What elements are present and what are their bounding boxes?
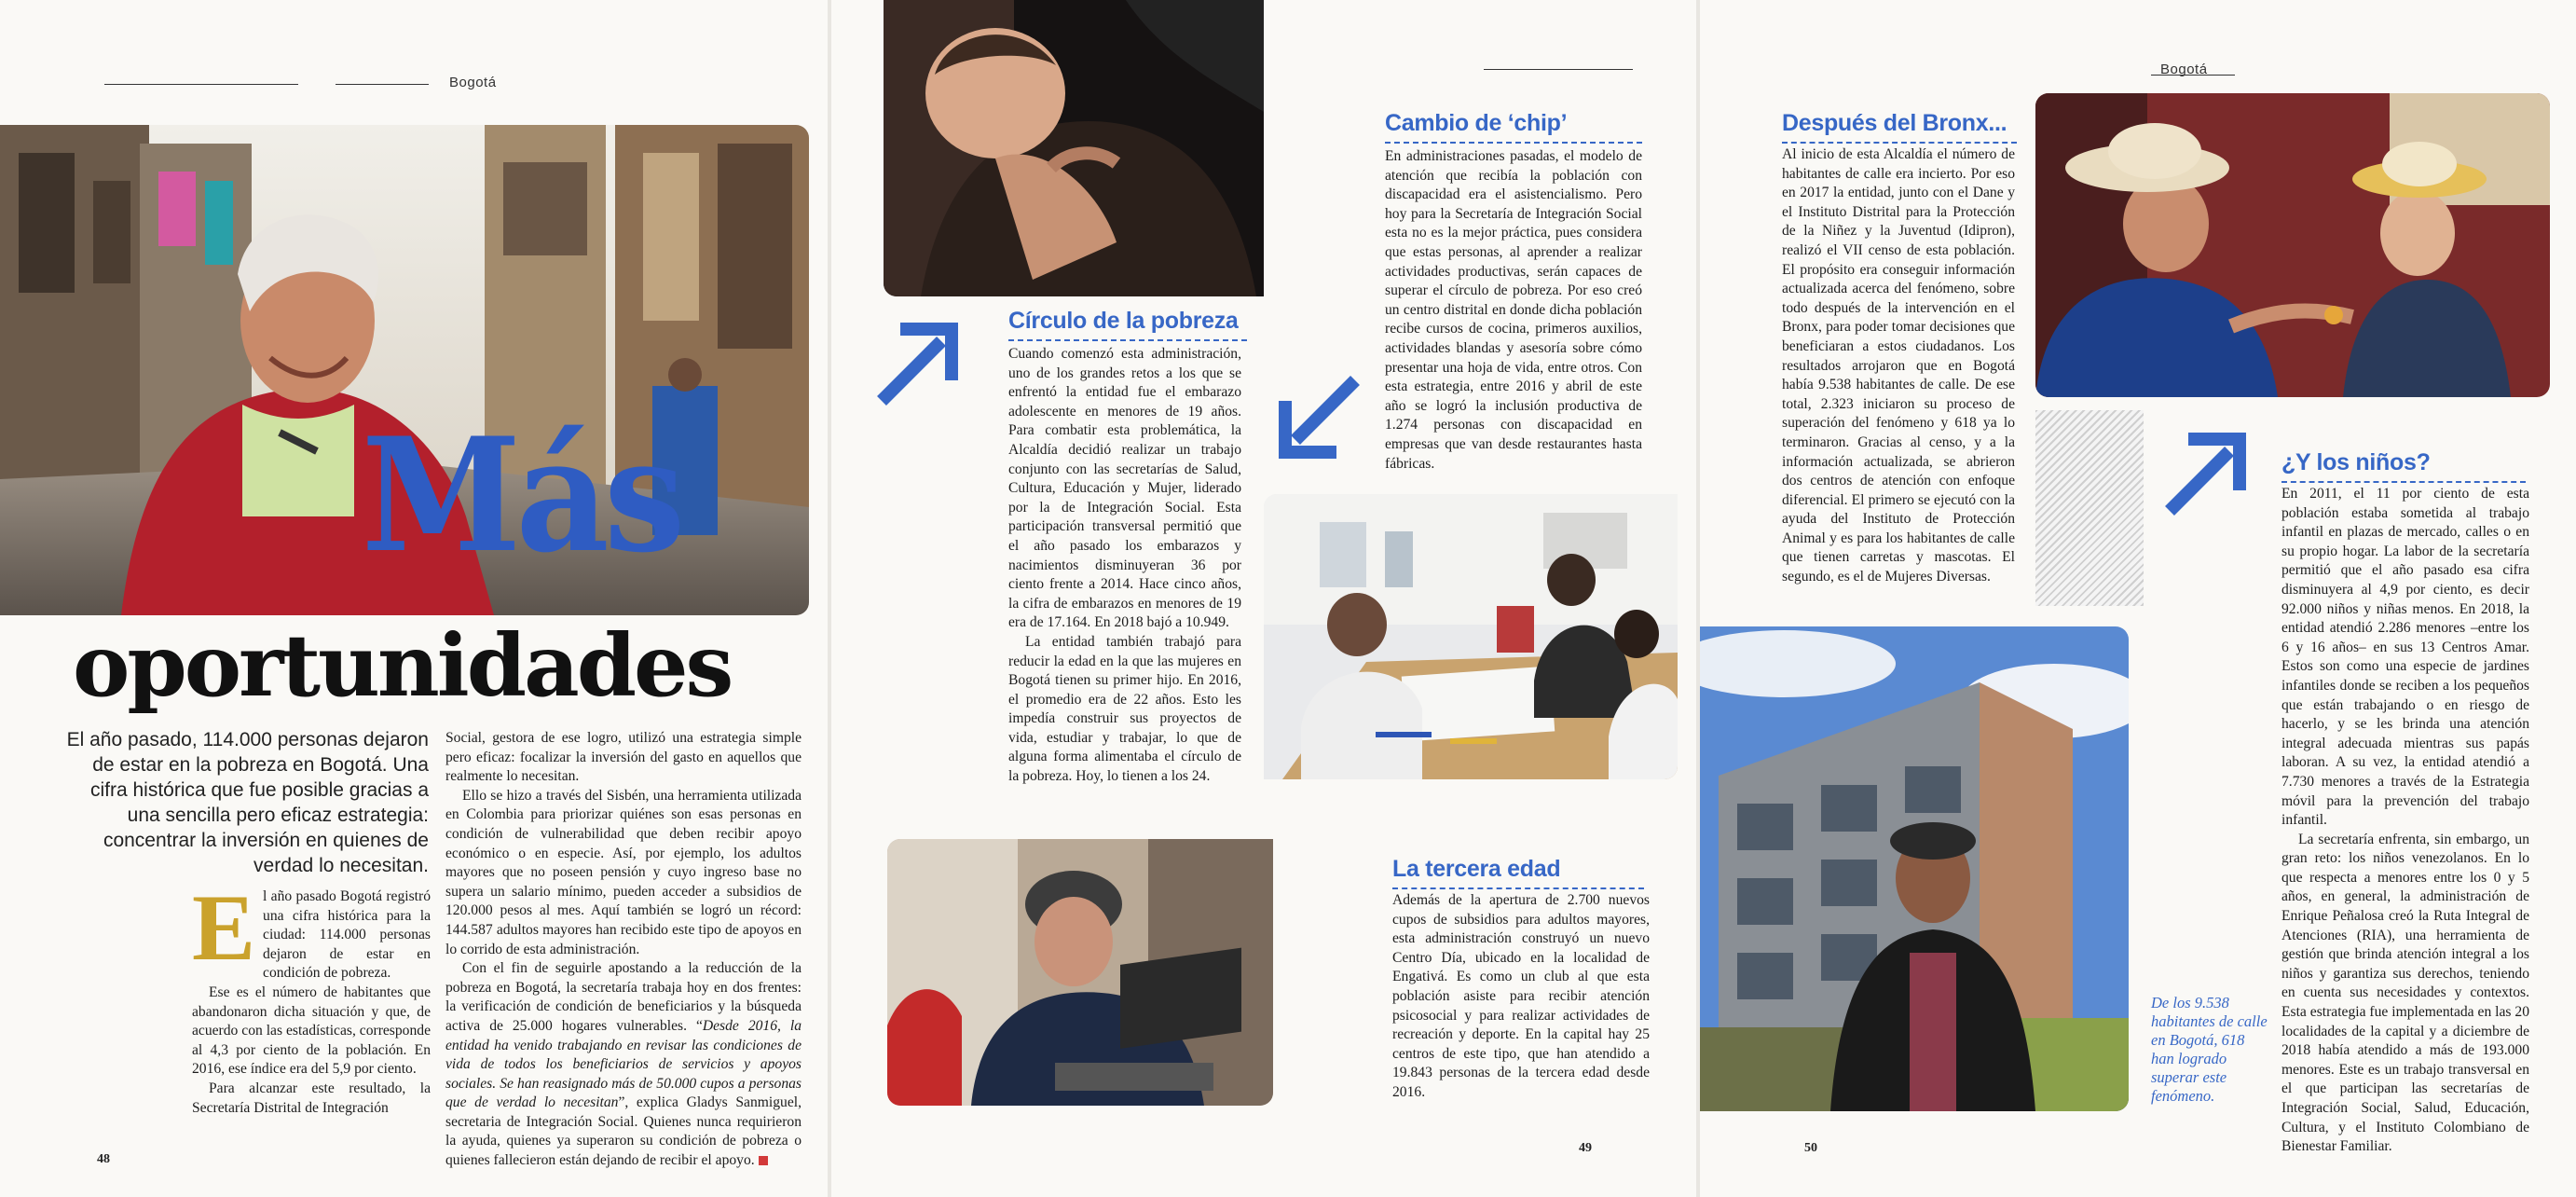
- heading-rule: [2281, 481, 2526, 483]
- heading-ninos: ¿Y los niños?: [2281, 449, 2431, 475]
- tercera-p1: Además de la apertura de 2.700 nuevos cupos de subsidios para adultos mayores, esta administración construyó un nuevo Centro Día, ubicado en la localidad de Engativá. Es como un club al que esta población asiste para recibir atención psicosocial y para realizar actividades de recreación y deporte. En la capital hay 25 centros de este tipo, que han atendido a 19.843 personas de la tercera edad desde 2016.: [1392, 892, 1650, 1100]
- title-oportunidades: oportunidades: [73, 615, 732, 716]
- heading-rule: [1782, 142, 2017, 144]
- page-number: 49: [1579, 1141, 1592, 1155]
- header-rule: [104, 84, 298, 85]
- photo-baby-mother: [884, 0, 1264, 296]
- page-number: 48: [97, 1152, 110, 1166]
- title-mas: Más: [362, 403, 680, 587]
- heading-bronx: Después del Bronx...: [1782, 110, 2007, 136]
- chip-p1: En administraciones pasadas, el modelo de atención que recibía la población con discapacidad era el asistencialismo. Pero hoy para la Secretaría de Integración Social esta no es la mejor práctica, pues considera que estas personas, al aprender a realizar actividades productivas, serán capaces de superar el círculo de pobreza. Por eso creó un centro distrital en donde dicha población recibe cursos de cocina, primeros auxilios, actividades blandas y asesoría sobre cómo presentar una hoja de vida, entre otros. Con esta estrategia, entre 2016 y abril de este año se logró la inclusión productiva de 1.274 personas con discapacidad en empresas que van desde restaurantes hasta fábricas.: [1385, 148, 1642, 472]
- heading-rule: [1385, 142, 1642, 144]
- heading-rule: [1008, 339, 1247, 341]
- intro-column-2: [445, 729, 802, 1171]
- circulo-p1: Cuando comenzó esta administración, uno de los grandes retos a los que se enfrentó la entidad fue el embarazo adolescente en menores de 19 años. Para combatir esta problemática, la Alcaldía decidió realizar un trabajo conjunto con las secretarías de Salud, Cultura, Educación y Mujer, liderado por la de Integración Social. Esta participación transversal permitió que el año pasado los embarazos y nacimientos disminuyeran 36 por ciento frente a 2014. Hace cinco años, la cifra de embarazos en menores de 19 era de 17.164. En 2018 bajó a 10.949.: [1008, 346, 1241, 631]
- ninos-p2: La secretaría enfrenta, sin embargo, un gran reto: los niños venezolanos. En lo que respecta a menores entre los 0 y 5 años, en general, la administración de Enrique Peñalosa creó la Ruta Integral de Atenciones (RIA), una herramienta de gestión que brinda atención integral a los niños y garantiza sus derechos, teniendo en cuenta sus necesidades y contextos. Esta estrategia fue implementada en las 20 localidades de la capital y a diciembre de 2018 había atendido a más de 193.000 menores. Este es un trabajo transversal en el que participan las secretarías de Integración Social, Salud, Educación, Cultura, y el Instituto Colombiano de Bienestar Familiar.: [2281, 831, 2529, 1155]
- bronx-text: [1782, 145, 2015, 587]
- intro-p6b: ”, explica Gladys Sanmiguel, secretaria de Integración Social. Quienes nunca requirieron la ayuda, quienes ya superaron su condición de pobreza o quienes fallecieron están dejando de recibir el apoyo.: [445, 1094, 802, 1169]
- lede: El año pasado, 114.000 personas dejaron de estar en la pobreza en Bogotá. Una cifra histórica que fue posible gracias a una sencilla pero eficaz estrategia: concentrar la inversión en quienes de verdad lo necesitan.: [66, 729, 429, 876]
- circulo-p2: La entidad también trabajó para reducir la edad en la que las mujeres en Bogotá tienen su primer hijo. En 2016, el promedio era de 22 años. Esto les impedía construir sus proyectos de vida, estudiar y trabajar, lo que de alguna forma alimentaba el círculo de la pobreza. Hoy, lo tienen a los 24.: [1008, 633, 1241, 785]
- chip-text: [1385, 147, 1642, 474]
- intro-p4: Social, gestora de ese logro, utilizó una estrategia simple pero eficaz: focalizar la inversión del gasto en aquellos que realmente lo necesitan.: [445, 730, 802, 785]
- photo-man-building: [1700, 626, 2129, 1111]
- hatch-decoration: [2035, 410, 2144, 606]
- circulo-text: [1008, 345, 1241, 787]
- section-tag: Bogotá: [449, 75, 497, 90]
- page-50: [1700, 0, 2576, 1197]
- intro-p1: l año pasado Bogotá registró una cifra histórica para la ciudad: 114.000 personas dejaron de estar en condición de pobreza.: [263, 888, 431, 982]
- intro-column-1: [192, 875, 431, 1118]
- photo-caption: De los 9.538 habitantes de calle en Bogotá, 618 han logrado superar este fenómeno.: [2151, 994, 2268, 1105]
- dropcap: E: [192, 875, 256, 981]
- page-48: [0, 0, 828, 1197]
- intro-quote: Desde 2016, la entidad ha venido trabajando en revisar las condiciones de vida de todos los beneficiarios de servicios y apoyos sociales. Se han reasignado más de 50.000 cupos a personas que de verdad lo necesitan: [445, 1017, 802, 1111]
- heading-circulo: Círculo de la pobreza: [1008, 308, 1239, 334]
- header-rule: [1484, 69, 1633, 70]
- page-number: 50: [1804, 1141, 1817, 1155]
- photo-workshop-table: [1264, 494, 1678, 779]
- ninos-text: [2281, 485, 2529, 1157]
- end-mark-icon: [759, 1156, 768, 1165]
- heading-chip: Cambio de ‘chip’: [1385, 110, 1568, 136]
- ninos-p1: En 2011, el 11 por ciento de esta población estaba sometida al trabajo infantil en plazas de mercado, calles o en su propio hogar. La labor de la secretaría permitió que el año pasado esa cifra disminuyera al 4,9 por ciento, es decir 92.000 niños y niñas menos. En 2018, la entidad atendió 2.286 menores –entre los 6 y 16 años– en sus 13 Centros Amar. Estos son como una especie de jardines infantiles donde se reciben a los pequeños que están trabajando o en riesgo de hacerlo, y se les brinda una atención integral adecuada mientras sus papás laboran. A su vez, la entidad atendió a 7.730 menores a través de la Estrategia móvil para la prevención del trabajo infantil.: [2281, 486, 2529, 829]
- intro-p5: Ello se hizo a través del Sisbén, una herramienta utilizada en Colombia para priorizar quiénes son esas personas en condición de vulnerabilidad que deben recibir apoyo económico o en especie. Así, por ejemplo, los adultos mayores que no poseen pensión y cuyo ingreso base no supera un salario mínimo, pueden acceder a subsidios de 120.000 pesos al mes. Aquí también se logró un récord: 144.587 adultos mayores han recibido este tipo de apoyos en lo corrido de esta administración.: [445, 787, 802, 957]
- intro-p2: Ese es el número de habitantes que abandonaron dicha situación y que, de acuerdo con las estadísticas, corresponde al 4,3 por ciento de la población. En 2016, ese índice era del 5,9 por ciento.: [192, 984, 431, 1078]
- arrow-down-left-icon: [1271, 373, 1364, 466]
- arrow-up-right-icon: [2160, 425, 2254, 518]
- bronx-p1: Al inicio de esta Alcaldía el número de habitantes de calle era incierto. Por eso en 2017 la entidad, junto con el Dane y el Instituto Distrital para la Protección de la Niñez y la Juventud (Idipron), realizó el VII censo de esta población. El propósito era conseguir información actualizada acerca del fenómeno, sobre todo después de la intervención en el Bronx, para poder tomar decisiones que beneficiaran a estos ciudadanos. Los resultados arrojaron que en Bogotá había 9.538 habitantes de calle. De ese total, 2.323 iniciaron su proceso de superación del fenómeno y 618 ya lo terminaron. Gracias al censo, y a la información actualizada, se abrieron dos centros de atención con enfoque diferencial. El primero se ejecutó con la ayuda del Instituto de Protección Animal y es para los habitantes de calle que tienen carretas y mascotas. El segundo, es el de Mujeres Diversas.: [1782, 146, 2015, 585]
- header-rule: [336, 84, 429, 85]
- photo-elderly-man-laptop: [887, 839, 1273, 1106]
- section-tag: Bogotá: [2160, 62, 2208, 77]
- page-49: [831, 0, 1696, 1197]
- intro-p6a: Con el fin de seguirle apostando a la reducción de la pobreza en Bogotá, la secretaría trabaja hoy en dos frentes: la verificación de condición de beneficiarios y la búsqueda activa de 25.000 hogares vulnerables. “: [445, 960, 802, 1034]
- heading-rule: [1392, 887, 1644, 889]
- arrow-up-right-icon: [872, 315, 966, 408]
- photo-women-with-hats: [2035, 93, 2550, 397]
- tercera-text: [1392, 891, 1650, 1103]
- intro-p3: Para alcanzar este resultado, la Secretaría Distrital de Integración: [192, 1080, 431, 1116]
- heading-tercera: La tercera edad: [1392, 856, 1561, 882]
